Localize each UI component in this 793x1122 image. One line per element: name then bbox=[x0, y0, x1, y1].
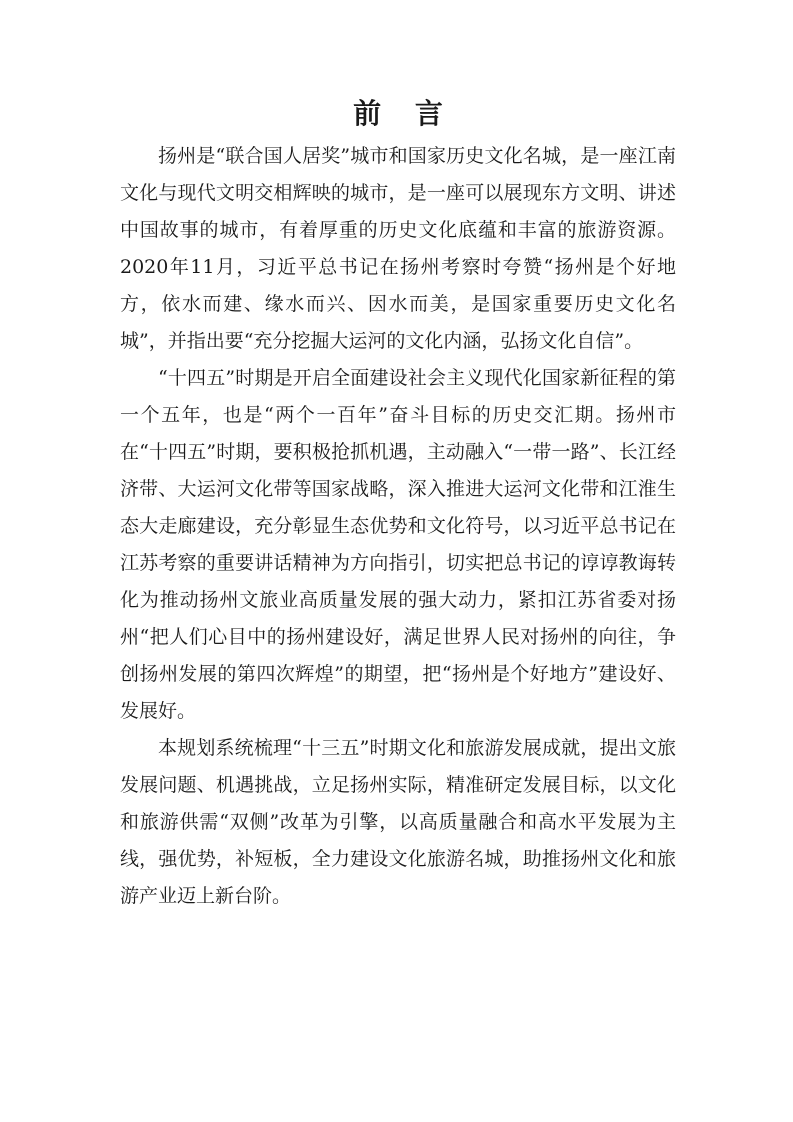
page-title: 前 言 bbox=[353, 97, 455, 130]
paragraph-3: 本规划系统梳理“十三五”时期文化和旅游发展成就，提出文旅发展问题、机遇挑战，立足扬州实际，精准研定发展目标，以文化和旅游供需“双侧”改革为引擎，以高质量融合和高水平发展为主线，强优势，补短板，全力建设文化旅游名城，助推扬州文化和旅游产业迈上新台阶。 bbox=[120, 737, 676, 907]
paragraph-2: “十四五”时期是开启全面建设社会主义现代化国家新征程的第一个五年，也是“两个一百年”奋斗目标的历史交汇期。扬州市在“十四五”时期，要积极抢抓机遇，主动融入“一带一路”、长江经济带、大运河文化带等国家战略，深入推进大运河文化带和江淮生态大走廊建设，充分彰显生态优势和文化符号，以习近平总书记在江苏考察的重要讲话精神为方向指引，切实把总书记的谆谆教诲转化为推动扬州文旅业高质量发展的强大动力，紧扣江苏省委对扬州“把人们心目中的扬州建设好，满足世界人民对扬州的向往，争创扬州发展的第四次辉煌”的期望，把“扬州是个好地方”建设好、发展好。 bbox=[120, 367, 676, 722]
document-page bbox=[120, 94, 676, 915]
paragraph-1: 扬州是“联合国人居奖”城市和国家历史文化名城，是一座江南文化与现代文明交相辉映的城市，是一座可以展现东方文明、讲述中国故事的城市，有着厚重的历史文化底蕴和丰富的旅游资源。2020年11月，习近平总书记在扬州考察时夸赞“扬州是个好地方，依水而建、缘水而兴、因水而美，是国家重要历史文化名城”，并指出要“充分挖掘大运河的文化内涵，弘扬文化自信”。 bbox=[120, 145, 676, 352]
